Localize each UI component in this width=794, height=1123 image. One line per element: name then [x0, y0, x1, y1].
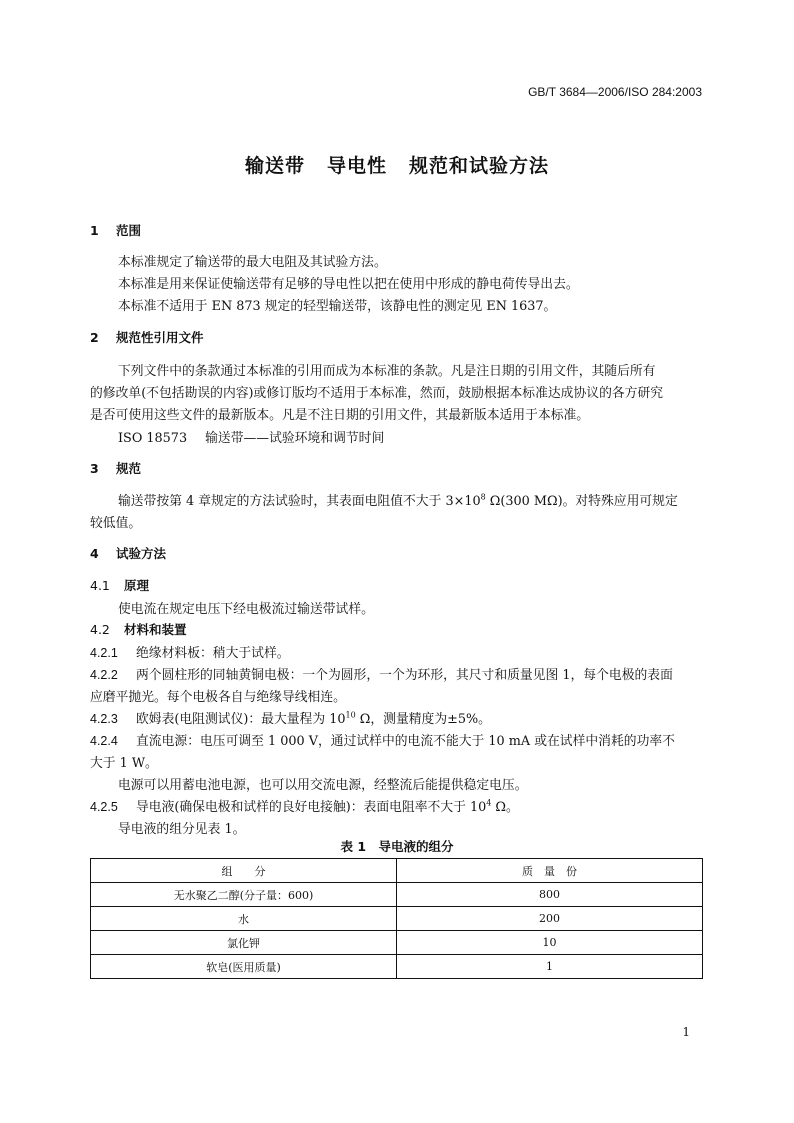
section-4-2-4-line-1: 4.2.4 直流电源：电压可调至 1 000 V，通过试样中的电流不能大于 10 mA 或在试样中消耗的功率不 [90, 734, 675, 749]
column-header-parts: 质 量 份 [397, 859, 703, 883]
section-1-para-3: 本标准不适用于 EN 873 规定的轻型输送带，该静电性的测定见 EN 1637。 [118, 299, 557, 314]
section-2-heading: 2 规范性引用文件 [90, 330, 204, 345]
table-1 [90, 858, 703, 979]
section-4-2-4-line-2: 大于 1 W。 [90, 756, 158, 771]
section-1-para-1: 本标准规定了输送带的最大电阻及其试验方法。 [118, 255, 387, 270]
section-4-2-1: 4.2.1 绝缘材料板：稍大于试样。 [90, 646, 290, 661]
section-3-heading: 3 规范 [90, 461, 142, 476]
table-row [91, 883, 703, 907]
section-1-para-2: 本标准是用来保证使输送带有足够的导电性以把在使用中形成的静电荷传导出去。 [118, 277, 579, 292]
table-header-row [91, 859, 703, 883]
section-2-line-3: 是否可使用这些文件的最新版本。凡是不注日期的引用文件，其最新版本适用于本标准。 [90, 408, 590, 423]
section-4-2-2-line-2: 应磨平抛光。每个电极各自与绝缘导线相连。 [90, 690, 346, 705]
title-part-3: 规范和试验方法 [409, 155, 550, 177]
table-row [91, 955, 703, 979]
section-4-2-5: 4.2.5 导电液(确保电极和试样的良好电接触)：表面电阻率不大于 $10^4$ Ω。 [90, 798, 519, 815]
section-4-2-heading: 4.2 材料和装置 [90, 622, 187, 637]
section-4-2-5-para: 导电液的组分见表 1。 [118, 822, 246, 837]
cell-parts: 10 [397, 931, 703, 955]
reference-title: 输送带——试验环境和调节时间 [205, 431, 385, 446]
cell-parts: 1 [397, 955, 703, 979]
page-number: 1 [682, 1025, 690, 1039]
title-part-1: 输送带 [244, 155, 305, 177]
section-4-heading: 4 试验方法 [90, 546, 167, 561]
section-4-1-para: 使电流在规定电压下经电极流过输送带试样。 [118, 602, 374, 617]
section-1-heading: 1 范围 [90, 223, 142, 238]
reference-code: ISO 18573 [118, 431, 188, 446]
cell-component: 软皂(医用质量) [91, 955, 397, 979]
section-3-line-2: 较低值。 [90, 516, 142, 531]
section-2-line-1: 下列文件中的条款通过本标准的引用而成为本标准的条款。凡是注日期的引用文件，其随后所有 [118, 364, 656, 379]
title-part-2: 导电性 [326, 155, 387, 177]
cell-parts: 200 [397, 907, 703, 931]
table-1-caption: 表 1 导电液的组分 [340, 839, 454, 854]
cell-component: 氯化钾 [91, 931, 397, 955]
normative-reference [118, 427, 384, 446]
cell-component: 无水聚乙二醇(分子量：600) [91, 883, 397, 907]
section-4-2-4-para: 电源可以用蓄电池电源，也可以用交流电源，经整流后能提供稳定电压。 [118, 778, 528, 793]
section-3-line-1: 输送带按第 4 章规定的方法试验时，其表面电阻值不大于 $3\times 10^8$ Ω(300 MΩ)。对特殊应用可规定 [118, 492, 678, 509]
section-4-2-2-line-1: 4.2.2 两个圆柱形的同轴黄铜电极：一个为圆形，一个为环形，其尺寸和质量见图 1，每个电极的表面 [90, 668, 673, 683]
document-title [0, 151, 794, 178]
section-4-2-3: 4.2.3 欧姆表(电阻测试仪)：最大量程为 $10^{10}$ Ω，测量精度为±5%。 [90, 710, 491, 727]
section-4-1-heading: 4.1 原理 [90, 578, 150, 593]
column-header-component: 组 分 [91, 859, 397, 883]
table-row [91, 931, 703, 955]
cell-parts: 800 [397, 883, 703, 907]
section-2-line-2: 的修改单(不包括勘误的内容)或修订版均不适用于本标准，然而，鼓励根据本标准达成协议的各方研究 [90, 386, 664, 401]
standard-number: GB/T 3684—2006/ISO 284:2003 [528, 85, 702, 99]
table-row [91, 907, 703, 931]
cell-component: 水 [91, 907, 397, 931]
